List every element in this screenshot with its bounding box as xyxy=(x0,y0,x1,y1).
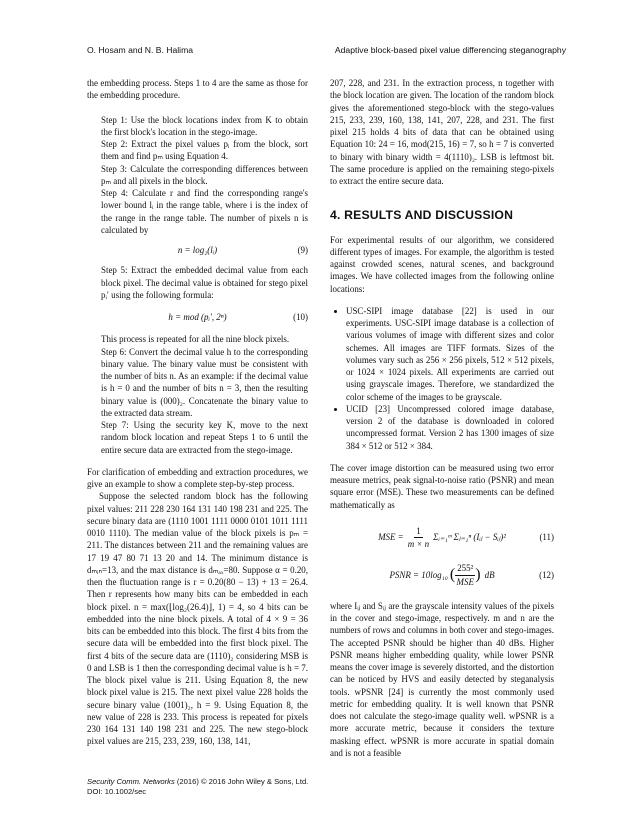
clarification-paragraph: For clarification of embedding and extraction procedures, we give an example to show a complete step-by-step process. xyxy=(87,466,308,489)
extraction-steps xyxy=(87,114,308,456)
step-5: Step 5: Extract the embedded decimal value from each block pixel. The decimal value is obtained for stego pixel pᵢ′ using the following formula: xyxy=(101,265,308,300)
section-heading: 4. RESULTS AND DISCUSSION xyxy=(330,208,514,223)
continued-paragraph: 207, 228, and 231. In the extraction process, n together with the block location are given. The location of the random block gives the aforementioned stego-block with the stego-values 215, 233, 239, 160, 138, 141, 207, 228, and 231. The first pixel 215 holds 4 bits of data that can be obtained using Equation 10: 24 = 16, mod(215, 16) = 7, so h = 7 is converted to binary with binary width = 4(1110)₂. LSB is leftmost bit. The same procedure is applied on the remaining stego-pixels to extract the entire secure data. xyxy=(330,78,554,186)
equation-9 xyxy=(87,244,308,256)
step-6: Step 6: Convert the decimal value h to the corresponding binary value. The binary value must be consistent with the number of bits n. As an example: if the decimal value is h = 0 and the number of bits n = 3, then the resulting binary value is (000)₂. Concatenate the binary value to the extracted data stream. xyxy=(101,346,308,418)
equation-12-number: (12) xyxy=(539,569,554,580)
footer-doi: DOI: 10.1002/sec xyxy=(87,787,147,796)
step-4: Step 4: Calculate r and find the corresponding range's lower bound lᵢ in the range table, where i is the index of the range in the range table. The number of pixels n is calculated by xyxy=(101,188,308,235)
equation-10-number: (10) xyxy=(293,312,308,322)
equation-12-numerator: 255² xyxy=(455,562,475,575)
step-7: Step 7: Using the security key K, move to the next random block location and repeat Steps 1 to 6 until the entire secure data are extracted from the stego-image. xyxy=(101,420,308,455)
running-header-title: Adaptive block-based pixel value differencing steganography xyxy=(334,45,566,55)
dataset-list xyxy=(330,305,554,452)
running-header-authors: O. Hosam and N. B. Halima xyxy=(87,45,194,55)
equation-12-unit: dB xyxy=(484,569,495,580)
footer-citation xyxy=(87,777,308,787)
left-column xyxy=(87,77,308,748)
step-2: Step 2: Extract the pixel values pᵢ from the block, sort them and find pₘ using Equation 4. xyxy=(101,139,308,162)
equation-11-denominator: m × n xyxy=(407,539,430,549)
equation-12 xyxy=(330,562,554,588)
list-item-usc-sipi: • USC-SIPI image database [22] is used in our experiments. USC-SIPI image database is a collection of various volumes of image with different sizes and color schemes. All images are TIFF formats. Sizes of the volumes vary such as 256 × 256 pixels, 512 × 512 pixels, or 1024 × 1024 pixels. All experiments are carried out using grayscale images. Therefore, we standardized the color scheme of the images to be grayscale. xyxy=(346,305,554,403)
equation-9-number: (9) xyxy=(297,245,308,255)
footer-copyright: (2016) © 2016 John Wiley & Sons, Ltd. xyxy=(174,777,309,786)
equation-12-denominator: MSE xyxy=(456,576,474,587)
footer-journal: Security Comm. Networks xyxy=(87,777,175,786)
results-paragraph: For experimental results of our algorithm, we considered different types of images. For example, the algorithm is tested against crowded scenes, natural scenes, and background images. We have collected images from the following online locations: xyxy=(330,234,554,294)
equation-11-sum: Σᵢ₌₁ᵐ Σⱼ₌₁ⁿ (Iᵢⱼ − Sᵢⱼ)² xyxy=(433,532,506,543)
equation-11-fraction xyxy=(408,525,429,551)
equation-10-expr: h = mod (pᵢ′, 2ⁿ) xyxy=(168,312,227,322)
intro-paragraph: the embedding process. Steps 1 to 4 are the same as those for the embedding procedure. xyxy=(87,78,308,101)
equation-11-number: (11) xyxy=(539,532,554,543)
example-paragraph: Suppose the selected random block has the following pixel values: 211 228 230 164 131 140 198 231 and 225. The secure binary data are (1110 1001 1111 0000 0101 1011 1111 0010 1110). The median value of the block pixels is pₘ = 211. The distances between 211 and the remaining values are 17 19 47 80 71 13 20 and 14. The minimum distance is dₘᵢₙ=13, and the max distance is dₘₐₓ=80. Suppose α = 0.20, then the fluctuation range is r = 0.20(80 − 13) + 13 = 26.4. Then r represents how many bits can be embedded in each block pixel. n = max(⌊log₂(26.4)⌋, 1) = 4, so 4 bits can be embedded into the nine block pixels. A total of 4 × 9 = 36 bits can be embedded into this block. The first 4 bits from the secure data will be embedded into the first block pixel. The first 4 bits of the secure data are (1110)₂ considering MSB is 0 and LSB is 1 then the corresponding decimal value is h = 7. The block pixel value is 211. Using Equation 8, the new block pixel value is 215. The next pixel value 228 holds the secure binary value (1001)₂, h = 9. Using Equation 8, the new value of 228 is 233. This process is repeated for pixels 230 164 131 140 198 231 and 225. The new stego-block pixel values are 215, 233, 239, 160, 138, 141, xyxy=(87,491,308,747)
right-column xyxy=(330,77,554,759)
equation-11 xyxy=(330,525,554,551)
distortion-paragraph: The cover image distortion can be measured using two error measure metrics, peak signal-to-noise ratio (PSNR) and mean square error (MSE). These two measurements can be defined mathematically as xyxy=(330,462,554,510)
repeat-note: This process is repeated for all the nine block pixels. xyxy=(101,334,290,345)
equation-11-numerator: 1 xyxy=(414,525,422,538)
equation-9-expr: n = log₂(lᵢ) xyxy=(177,245,218,255)
step-3: Step 3: Calculate the corresponding differences between pₘ and all pixels in the block. xyxy=(101,163,308,186)
page-footer xyxy=(87,777,308,797)
where-paragraph: where Iᵢⱼ and Sᵢⱼ are the grayscale intensity values of the pixels in the cover and stego-image, respectively. m and n are the numbers of rows and columns in both cover and stego-images. The accepted PSNR should be higher than 40 dBs. Higher PSNR means higher embedding quality, while lower PSNR means the cover image is severely distorted, and the distortion can be noticed by HVS and easily detected by steganalysis tools. wPSNR [24] is currently the most commonly used metric for embedding quality. It is well known that PSNR does not calculate the stego-image quality well. wPSNR is a more accurate metric, because it considers the texture masking effect. wPSNR is more accurate in spatial domain and is not a feasible xyxy=(330,600,554,758)
equation-12-fraction xyxy=(455,562,475,588)
step-1: Step 1: Use the block locations index from K to obtain the first block's location in the stego-image. xyxy=(101,114,308,137)
equation-12-paren-close: ) xyxy=(475,565,481,583)
list-item-ucid: • UCID [23] Uncompressed colored image database, version 2 of the database is downloaded in colored uncompressed format. Version 2 has 1300 images of size 384 × 512 or 512 × 384. xyxy=(346,403,554,452)
equation-10 xyxy=(87,311,308,323)
equation-12-paren-open: ( xyxy=(449,565,456,583)
equation-11-lhs: MSE = xyxy=(378,532,404,543)
equation-12-lhs: PSNR = 10log₁₀ xyxy=(389,569,448,580)
